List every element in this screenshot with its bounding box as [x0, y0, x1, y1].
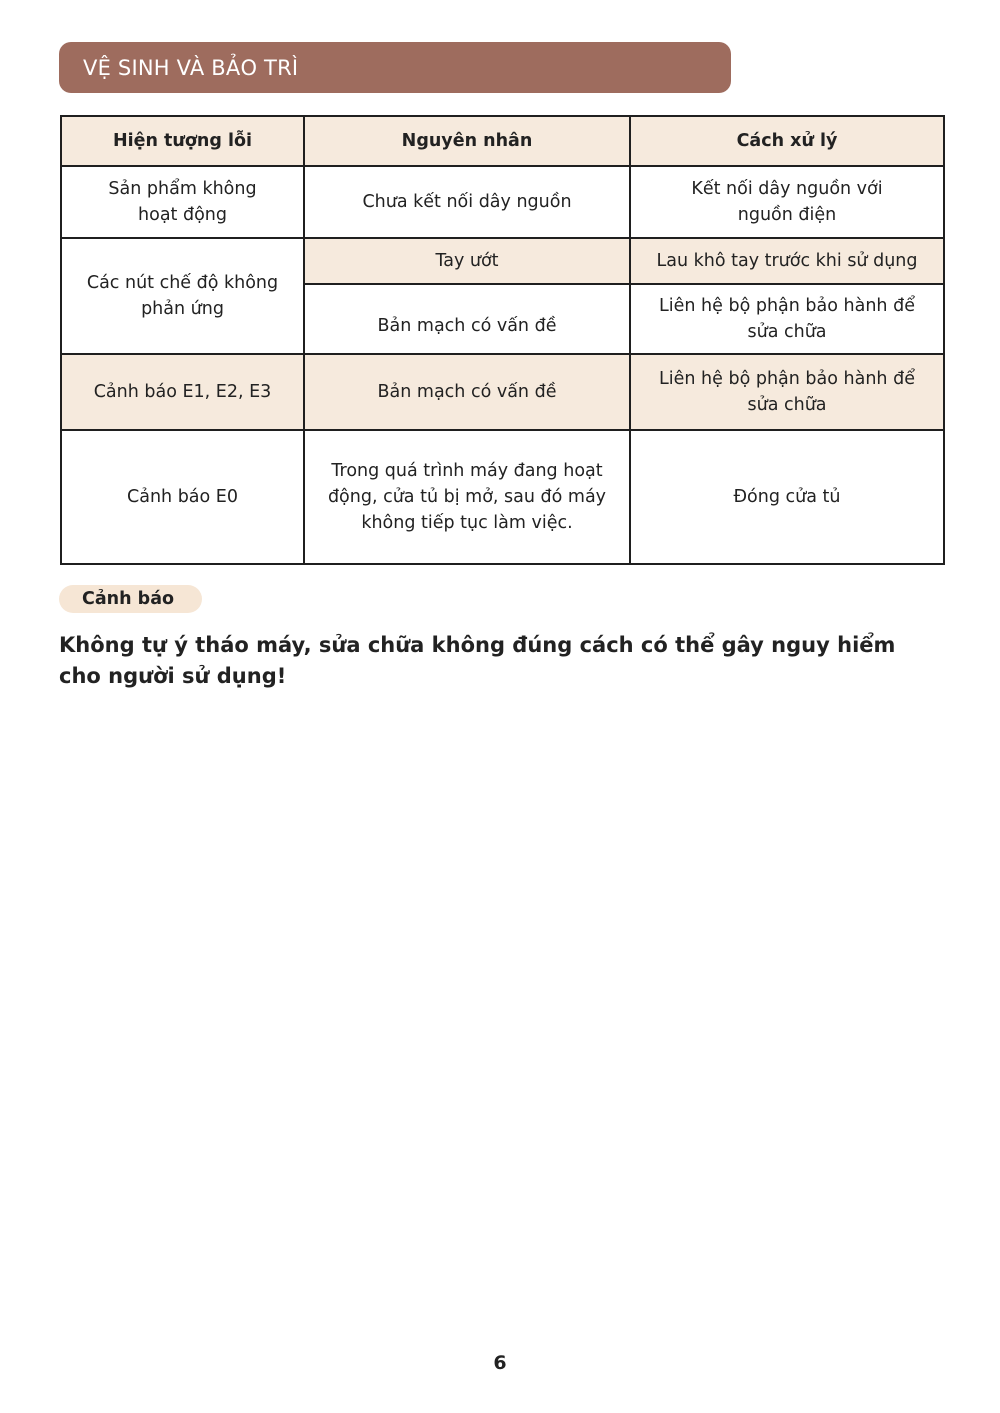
warning-label: Cảnh báo: [82, 589, 175, 609]
table-cell-cause: Tay ướt: [304, 238, 630, 284]
troubleshooting-table: [60, 115, 945, 565]
column-header-cause: Nguyên nhân: [304, 116, 630, 166]
table-cell-solution: Kết nối dây nguồn với nguồn điện: [630, 166, 944, 238]
table-cell-solution: Lau khô tay trước khi sử dụng: [630, 238, 944, 284]
table-row: [61, 238, 944, 284]
table-cell-cause: Bản mạch có vấn đề: [304, 354, 630, 430]
table-row: [61, 166, 944, 238]
table-cell-solution: Liên hệ bộ phận bảo hành để sửa chữa: [630, 354, 944, 430]
column-header-solution: Cách xử lý: [630, 116, 944, 166]
column-header-symptom: Hiện tượng lỗi: [61, 116, 304, 166]
page-number: 6: [493, 1352, 507, 1374]
table-row: [61, 354, 944, 430]
table-cell-cause: Chưa kết nối dây nguồn: [304, 166, 630, 238]
section-title: VỆ SINH VÀ BẢO TRÌ: [83, 55, 299, 80]
table-cell-symptom: Sản phẩm không hoạt động: [61, 166, 304, 238]
table-cell-symptom: Cảnh báo E1, E2, E3: [61, 354, 304, 430]
warning-text: Không tự ý tháo máy, sửa chữa không đúng cách có thể gây nguy hiểm cho người sử dụng!: [59, 633, 896, 688]
table-row: [61, 430, 944, 564]
table-cell-symptom: Các nút chế độ không phản ứng: [61, 238, 304, 354]
table-cell-symptom: Cảnh báo E0: [61, 430, 304, 564]
table-cell-solution: Liên hệ bộ phận bảo hành để sửa chữa: [630, 284, 944, 354]
table-cell-cause: Trong quá trình máy đang hoạt động, cửa tủ bị mở, sau đó máy không tiếp tục làm việc.: [304, 430, 630, 564]
section-header: [59, 42, 731, 93]
table-cell-cause: Bản mạch có vấn đề: [304, 284, 630, 354]
table-cell-solution: Đóng cửa tủ: [630, 430, 944, 564]
table-header-row: [61, 116, 944, 166]
warning-badge: [59, 585, 202, 613]
